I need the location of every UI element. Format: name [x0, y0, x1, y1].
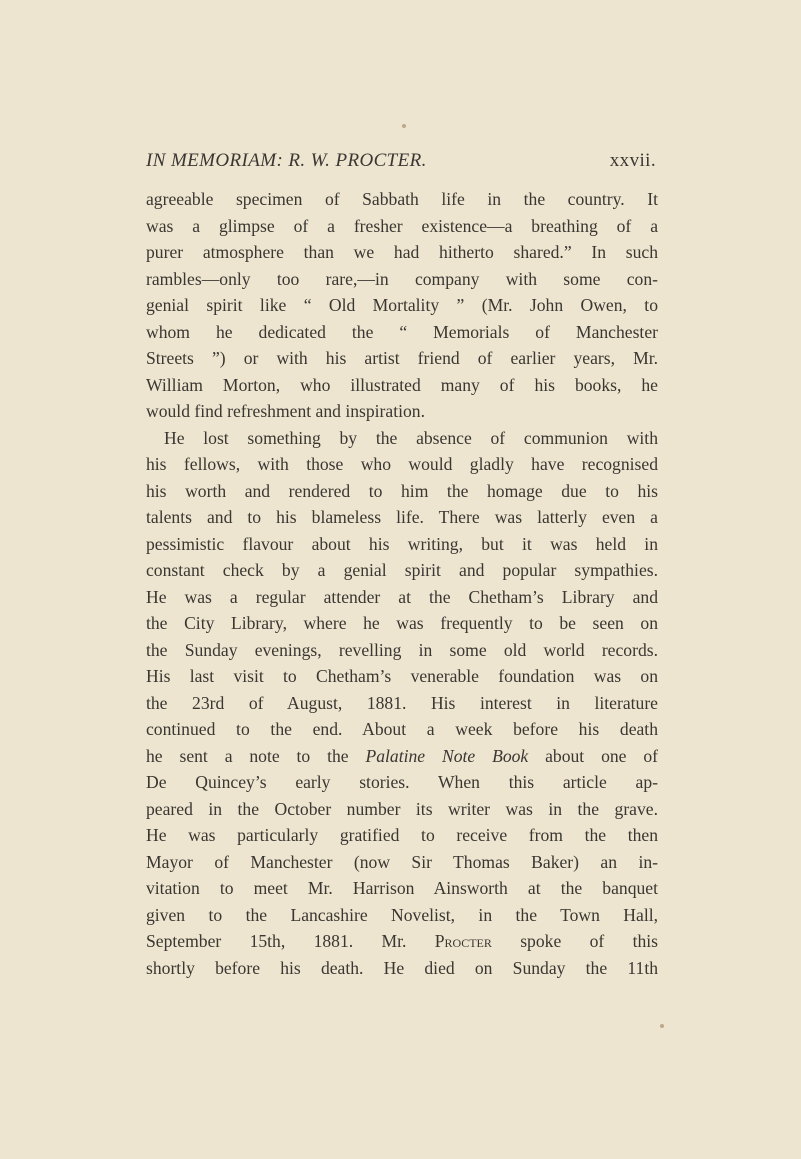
text-line: pessimistic flavour about his writing, but it was held in — [146, 533, 658, 554]
text-line: He lost something by the absence of communion with — [164, 427, 658, 448]
text-line: purer atmosphere than we had hitherto shared.” In such — [146, 242, 658, 262]
text-line: given to the Lancashire Novelist, in the Town Hall, — [146, 904, 658, 925]
text-line: whom he dedicated the “ Memorials of Manchester — [146, 321, 658, 342]
text-line: his fellows, with those who would gladly have recognised — [146, 454, 658, 474]
text-line: constant check by a genial spirit and popular sympathies. — [146, 560, 658, 580]
text-line: would find refreshment and inspiration. — [146, 401, 425, 421]
text-line — [146, 743, 658, 770]
text-line: the City Library, where he was frequently to be seen on — [146, 613, 658, 633]
text-line: the Sunday evenings, revelling in some old world records. — [146, 639, 658, 660]
text-fragment: September 15th, 1881. Mr. — [146, 931, 435, 951]
text-line: He was a regular attender at the Chetham’s Library and — [146, 586, 658, 607]
text-line — [146, 928, 658, 955]
text-line: William Morton, who illustrated many of his books, he — [146, 374, 658, 395]
running-head — [146, 150, 656, 172]
paper-speck — [660, 1024, 664, 1028]
text-line: the 23rd of August, 1881. His interest in literature — [146, 692, 658, 713]
text-line: genial spirit like “ Old Mortality ” (Mr. John Owen, to — [146, 295, 658, 315]
text-line: Mayor of Manchester (now Sir Thomas Baker) an in- — [146, 851, 658, 872]
text-fragment: spoke of this — [491, 931, 658, 951]
page-number: xxvii. — [609, 150, 656, 171]
text-fragment: about one of — [528, 745, 659, 766]
italic-title: Palatine Note Book — [365, 745, 529, 766]
running-head-title: IN MEMORIAM: R. W. PROCTER. — [146, 150, 427, 171]
small-caps-name: Procter — [434, 931, 492, 951]
text-line: agreeable specimen of Sabbath life in the country. It — [146, 189, 658, 209]
text-fragment: he sent a note to the — [146, 745, 366, 766]
text-line: Streets ”) or with his artist friend of earlier years, Mr. — [146, 348, 658, 368]
text-line: shortly before his death. He died on Sunday the 11th — [146, 957, 658, 978]
text-line: He was particularly gratified to receive from the then — [146, 825, 658, 845]
text-line: continued to the end. About a week before his death — [146, 719, 658, 739]
text-line: his worth and rendered to him the homage due to his — [146, 480, 658, 501]
text-line: De Quincey’s early stories. When this article ap- — [146, 772, 658, 792]
text-line: His last visit to Chetham’s venerable foundation was on — [146, 666, 658, 686]
text-line: talents and to his blameless life. There was latterly even a — [146, 507, 658, 527]
body-text — [146, 186, 658, 981]
text-line: was a glimpse of a fresher existence—a breathing of a — [146, 215, 658, 236]
text-line: vitation to meet Mr. Harrison Ainsworth at the banquet — [146, 878, 658, 898]
text-line: peared in the October number its writer was in the grave. — [146, 798, 658, 819]
paper-speck — [402, 124, 406, 128]
text-line: rambles—only too rare,—in company with some con- — [146, 268, 658, 289]
